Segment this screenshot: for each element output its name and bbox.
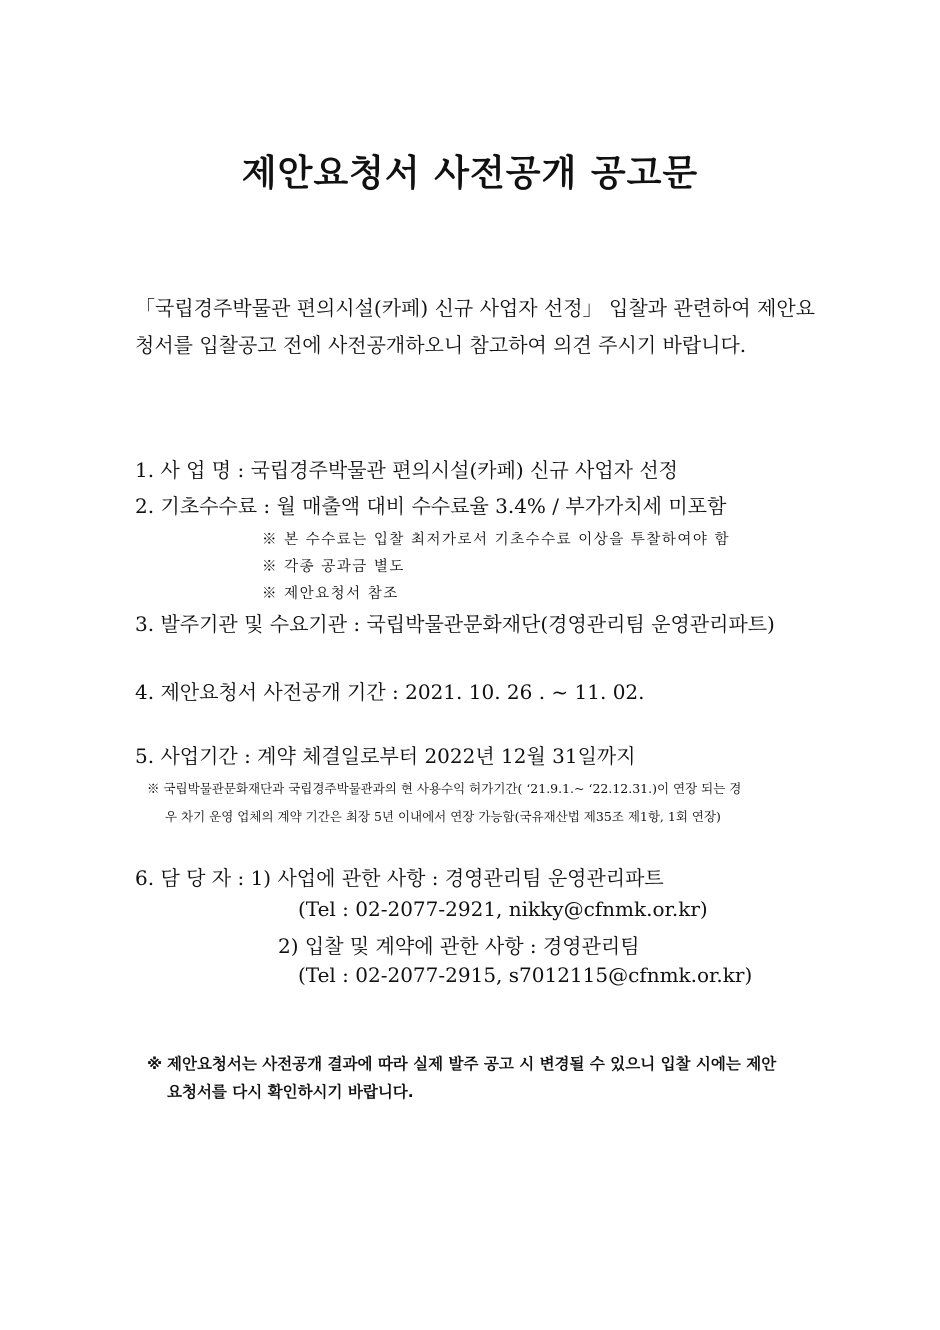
period-note-line-1: ※ 국립박물관문화재단과 국립경주박물관과의 현 사용수익 허가기간( ‘21.9.1.~ ‘22.12.31.)이 연장 되는 경 [147, 781, 742, 796]
item-contact-person: 6. 담 당 자 : 1) 사업에 관한 사항 : 경영관리팀 운영관리파트 [135, 866, 664, 890]
fee-note-3: ※ 제안요청서 참조 [262, 586, 399, 602]
item-business-name: 1. 사 업 명 : 국립경주박물관 편의시설(카페) 신규 사업자 선정 [135, 458, 679, 482]
contact-2-subject: 2) 입찰 및 계약에 관한 사항 : 경영관리팀 [278, 934, 640, 958]
item-disclosure-period: 4. 제안요청서 사전공개 기간 : 2021. 10. 26 . ~ 11. 02. [135, 680, 645, 704]
period-note-line-2: 우 차기 운영 업체의 계약 기간은 최장 5년 이내에서 연장 가능함(국유재산법 제35조 제1항, 1회 연장) [165, 809, 721, 824]
contact-2-details: (Tel : 02-2077-2915, s7012115@cfnmk.or.kr) [298, 963, 753, 987]
fee-note-2: ※ 각종 공과금 별도 [262, 559, 405, 575]
item-base-fee: 2. 기초수수료 : 월 매출액 대비 수수료율 3.4% / 부가가치세 미포함 [135, 494, 727, 518]
final-notice-line-2: 요청서를 다시 확인하시기 바랍니다. [167, 1083, 414, 1101]
item-business-period: 5. 사업기간 : 계약 체결일로부터 2022년 12월 31일까지 [135, 744, 636, 768]
document-title: 제안요청서 사전공개 공고문 [241, 153, 699, 194]
final-notice-line-1: 제안요청서는 사전공개 결과에 따라 실제 발주 공고 시 변경될 수 있으니 입찰 시에는 제안 [167, 1055, 777, 1073]
fee-note-1: ※ 본 수수료는 입찰 최저가로서 기초수수료 이상을 투찰하여야 함 [262, 532, 731, 548]
final-notice [147, 1050, 812, 1106]
item-ordering-agency: 3. 발주기관 및 수요기관 : 국립박물관문화재단(경영관리팀 운영관리파트) [135, 612, 775, 636]
notice-mark: ※ [147, 1055, 163, 1073]
contact-1-details: (Tel : 02-2077-2921, nikky@cfnmk.or.kr) [298, 897, 708, 921]
intro-paragraph: 「국립경주박물관 편의시설(카페) 신규 사업자 선정」 입찰과 관련하여 제안요청서를 입찰공고 전에 사전공개하오니 참고하여 의견 주시기 바랍니다. [135, 296, 815, 357]
